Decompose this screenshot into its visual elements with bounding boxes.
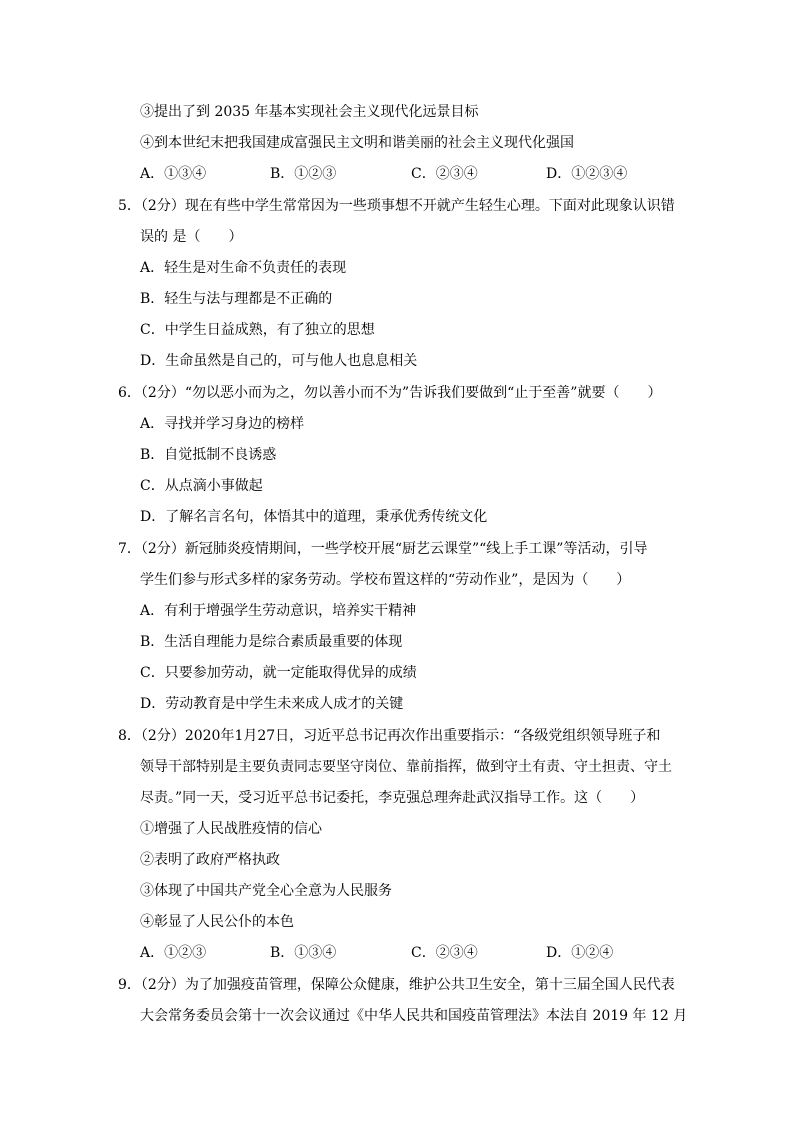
- q5-stem-line-1: 5．（2分）现在有些中学生常常因为一些琐事想不开就产生轻生心理。下面对此现象认识错: [118, 198, 675, 214]
- q8-stem-line-2: 领导干部特别是主要负责同志要坚守岗位、靠前指挥，做到守土有责、守土担责、守土: [140, 759, 672, 775]
- q6-stem-line-1: 6．（2分）“勿以恶小而为之，勿以善小而不为”告诉我们要做到“止于至善”就要（ ）: [118, 385, 662, 401]
- q6-option-b: B．自觉抵制不良诱惑: [140, 447, 277, 463]
- q7-option-c: C．只要参加劳动，就一定能取得优异的成绩: [140, 665, 417, 681]
- q8-option-a: A．①②③: [140, 945, 207, 961]
- q4-option-d: D．①②③④: [546, 166, 628, 182]
- q7-option-d: D．劳动教育是中学生未来成人成才的关键: [140, 696, 404, 712]
- q6-option-c: C．从点滴小事做起: [140, 478, 263, 494]
- q7-option-a: A．有利于增强学生劳动意识，培养实干精神: [140, 603, 417, 619]
- q5-option-d: D．生命虽然是自己的，可与他人也息息相关: [140, 353, 418, 369]
- q5-option-b: B．轻生与法与理都是不正确的: [140, 291, 333, 307]
- q5-stem-line-2: 误的 是（ ）: [140, 229, 243, 245]
- q5-option-c: C．中学生日益成熟，有了独立的思想: [140, 322, 375, 338]
- q4-item-3: ③提出了到 2035 年基本实现社会主义现代化远景目标: [140, 104, 479, 120]
- q6-option-a: A．寻找并学习身边的榜样: [140, 416, 305, 432]
- q8-stem-line-1: 8．（2分）2020年1月27日，习近平总书记再次作出重要指示：“各级党组织领导班子和: [118, 728, 661, 744]
- q6-option-d: D．了解名言名句，体悟其中的道理，秉承优秀传统文化: [140, 509, 488, 525]
- q8-item-3: ③体现了中国共产党全心全意为人民服务: [140, 883, 392, 899]
- q7-stem-line-2: 学生们参与形式多样的家务劳动。学校布置这样的“劳动作业”，是因为（ ）: [140, 572, 631, 588]
- q7-stem-line-1: 7．（2分）新冠肺炎疫情期间，一些学校开展“厨艺云课堂”“线上手工课”等活动，引导: [118, 541, 648, 557]
- q4-option-c: C．②③④: [411, 166, 478, 182]
- q8-stem-line-3: 尽责。”同一天，受习近平总书记委托，李克强总理奔赴武汉指导工作。这（ ）: [140, 790, 645, 806]
- q8-option-c: C．②③④: [411, 945, 478, 961]
- q4-option-b: B．①②③: [270, 166, 337, 182]
- q9-stem-line-2: 大会常务委员会第十一次会议通过《中华人民共和国疫苗管理法》本法自 2019 年 12 月: [140, 1008, 688, 1024]
- q9-stem-line-1: 9．（2分）为了加强疫苗管理，保障公众健康，维护公共卫生安全，第十三届全国人民代表: [118, 977, 675, 993]
- q5-option-a: A．轻生是对生命不负责任的表现: [140, 260, 347, 276]
- q8-item-1: ①增强了人民战胜疫情的信心: [140, 821, 322, 837]
- q8-option-b: B．①③④: [270, 945, 337, 961]
- q8-item-2: ②表明了政府严格执政: [140, 852, 280, 868]
- q7-option-b: B．生活自理能力是综合素质最重要的体现: [140, 634, 403, 650]
- q4-item-4: ④到本世纪末把我国建成富强民主文明和谐美丽的社会主义现代化强国: [140, 135, 574, 151]
- q8-option-d: D．①②④: [546, 945, 614, 961]
- q8-item-4: ④彰显了人民公仆的本色: [140, 914, 294, 930]
- q4-option-a: A．①③④: [140, 166, 207, 182]
